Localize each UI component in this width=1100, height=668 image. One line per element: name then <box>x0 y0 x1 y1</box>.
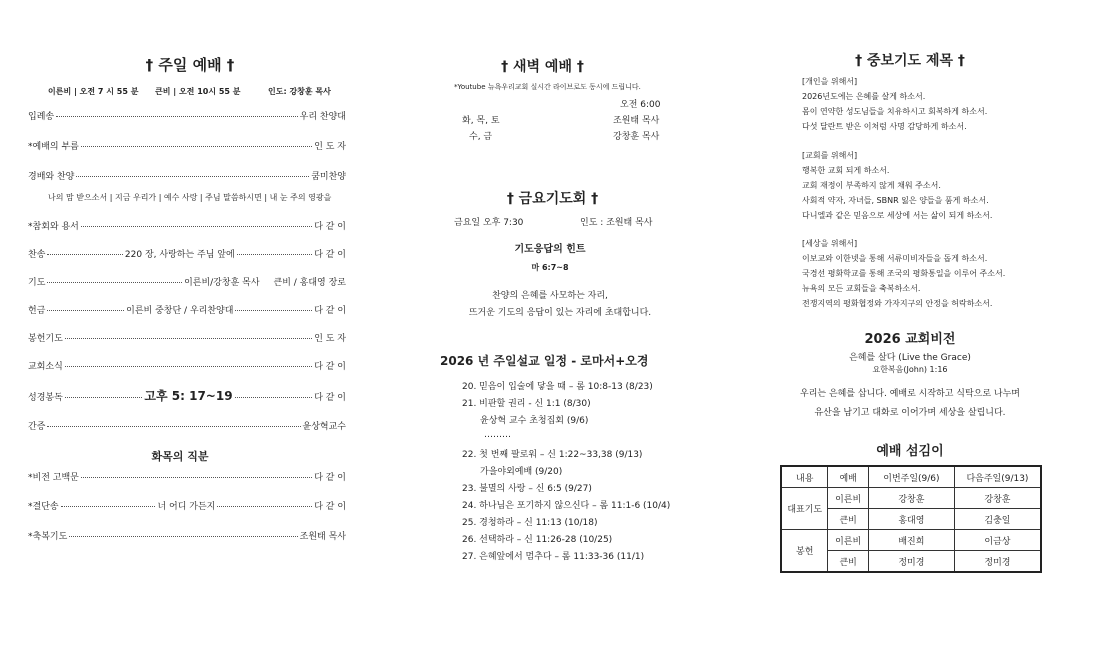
order-item: *축복기도 조원태 목사 <box>28 532 346 542</box>
prayer-line: 뉴욕의 모든 교회들을 축복하소서. <box>802 284 921 293</box>
table-header: 이번주일(9/6) <box>868 466 954 488</box>
prayer-topics-title: † 중보기도 제목 † <box>855 53 965 69</box>
order-item: 경배와 찬양 쿰미찬양 <box>28 172 346 182</box>
sermon-item: 24. 하나님은 포기하지 않으신다 – 롬 11:1-6 (10/4) <box>462 501 671 511</box>
sermon-item: 25. 경청하라 – 신 11:13 (10/18) <box>462 518 598 528</box>
table-cell: 배진희 <box>868 530 954 551</box>
dawn-days: 수, 금 <box>469 132 493 142</box>
sermon-schedule-title: 2026 년 주일설교 일정 - 로마서+오경 <box>440 354 649 368</box>
table-header: 다음주일(9/13) <box>954 466 1041 488</box>
first-service-time: 이른비 | 오전 7 시 55 분 <box>48 87 139 96</box>
hint-title: 기도응답의 힌트 <box>514 244 586 255</box>
order-item: 기도 이른비/강창훈 목사 큰비 / 홍대영 장로 <box>28 278 346 288</box>
sunday-service-title: † 주일 예배 † <box>145 56 235 74</box>
friday-leader: 인도 : 조원태 목사 <box>580 218 653 228</box>
table-cell: 정미경 <box>868 551 954 573</box>
hint-text: 뜨거운 기도의 응답이 있는 자리에 초대합니다. <box>468 308 652 318</box>
friday-time: 금요일 오후 7:30 <box>454 218 524 228</box>
dawn-note: *Youtube 뉴욕우리교회 실시간 라이브로도 동시에 드립니다. <box>454 83 641 91</box>
prayer-group-header: [개인을 위해서] <box>802 77 858 86</box>
vision-text: 유산을 남기고 대화로 이어가며 세상을 살립니다. <box>814 408 1006 418</box>
table-cell: 정미경 <box>954 551 1041 573</box>
dawn-time: 오전 6:00 <box>620 100 661 110</box>
order-item: *결단송 너 어디 가든지 다 같 이 <box>28 502 347 512</box>
table-cell: 강창훈 <box>954 488 1041 509</box>
prayer-line: 전쟁지역의 평화협정와 가자지구의 안정을 허락하소서. <box>802 299 993 308</box>
section-subtitle: 화목의 직분 <box>151 450 209 463</box>
order-item: 성경봉독 고후 5: 17~19 다 같 이 <box>28 389 346 403</box>
prayer-line: 다섯 달란트 받은 이처럼 사명 감당하게 하소서. <box>802 122 967 131</box>
sermon-item: ……… <box>484 430 511 440</box>
vision-title: 2026 교회비전 <box>864 332 956 347</box>
hint-reference: 마 6:7~8 <box>531 263 569 272</box>
table-row <box>781 488 1041 509</box>
table-header: 예배 <box>828 466 869 488</box>
table-cell: 이금상 <box>954 530 1041 551</box>
order-item: *참회와 용서 다 같 이 <box>28 222 346 232</box>
dawn-days: 화, 목, 토 <box>462 116 500 126</box>
sermon-item: 윤상혁 교수 초청집회 (9/6) <box>480 416 589 426</box>
prayer-line: 이보교와 이한넷을 통해 서류미비자들을 돕게 하소서. <box>802 254 988 263</box>
sermon-item: 23. 불멸의 사랑 – 신 6:5 (9/27) <box>462 484 592 494</box>
sermon-item: 22. 첫 번째 팔로워 – 신 1:22~33,38 (9/13) <box>462 450 643 460</box>
table-cell: 대표기도 <box>781 488 828 530</box>
order-item: 간증 윤상혁교수 <box>28 422 346 432</box>
prayer-line: 몸이 연약한 성도님들을 치유하시고 회복하게 하소서. <box>802 107 988 116</box>
table-header: 내용 <box>781 466 828 488</box>
order-item: *예배의 부름 인 도 자 <box>28 142 346 152</box>
dawn-leader: 강창훈 목사 <box>613 132 660 142</box>
sermon-item: 20. 믿음이 입술에 닿을 때 – 롬 10:8-13 (8/23) <box>462 382 653 392</box>
service-helpers-table <box>780 465 1042 573</box>
prayer-line: 다니엘과 같은 믿음으로 세상에 서는 삶이 되게 하소서. <box>802 211 993 220</box>
table-cell: 큰비 <box>828 509 869 530</box>
prayer-group-header: [세상을 위해서] <box>802 239 858 248</box>
table-cell: 이른비 <box>828 530 869 551</box>
prayer-line: 교회 재정이 부족하지 않게 채워 주소서. <box>802 181 941 190</box>
sermon-item: 27. 은혜앞에서 멈추다 – 롬 11:33-36 (11/1) <box>462 552 645 562</box>
table-row <box>781 530 1041 551</box>
vision-text: 우리는 은혜를 삽니다. 예배로 시작하고 식탁으로 나누며 <box>800 389 1020 399</box>
vision-reference: 요한복음(John) 1:16 <box>872 365 948 374</box>
order-item: 찬송 220 장, 사랑하는 주님 앞에 다 같 이 <box>28 250 346 260</box>
sermon-item: 21. 비판할 권리 - 신 1:1 (8/30) <box>462 399 591 409</box>
sermon-item: 26. 선택하라 – 신 11:26-28 (10/25) <box>462 535 613 545</box>
order-item: 헌금 이른비 중창단 / 우리찬양대 다 같 이 <box>28 306 347 316</box>
service-leader: 인도: 강창훈 목사 <box>268 87 331 96</box>
friday-prayer-title: † 금요기도회 † <box>506 191 599 207</box>
prayer-line: 행복한 교회 되게 하소서. <box>802 166 890 175</box>
table-cell: 김충일 <box>954 509 1041 530</box>
dawn-leader: 조원태 목사 <box>613 116 660 126</box>
order-item: 교회소식 다 같 이 <box>28 362 346 372</box>
table-cell: 강창훈 <box>868 488 954 509</box>
hint-text: 찬양의 은혜를 사모하는 자리, <box>492 291 608 301</box>
table-cell: 봉헌 <box>781 530 828 573</box>
vision-subtitle: 은혜를 살다 (Live the Grace) <box>849 353 971 363</box>
table-cell: 홍대영 <box>868 509 954 530</box>
prayer-line: 사회적 약자, 자녀들, SBNR 잃은 양들을 품게 하소서. <box>802 196 989 205</box>
sermon-item: 가을야외예배 (9/20) <box>480 467 563 477</box>
table-header-row <box>781 466 1041 488</box>
prayer-line: 국경선 평화학교를 통해 조국의 평화통일을 이루어 주소서. <box>802 269 1006 278</box>
order-item: *비전 고백문 다 같 이 <box>28 473 346 483</box>
table-cell: 큰비 <box>828 551 869 573</box>
prayer-line: 2026년도에는 은혜를 살게 하소서. <box>802 92 926 101</box>
prayer-group-header: [교회를 위해서] <box>802 151 858 160</box>
service-helpers-title: 예배 섬김이 <box>876 444 944 459</box>
order-item: 봉헌기도 인 도 자 <box>28 334 346 344</box>
dawn-service-title: † 새벽 예배 † <box>501 59 584 75</box>
second-service-time: 큰비 | 오전 10시 55 분 <box>155 87 241 96</box>
praise-song-list: 나의 맘 받으소서 | 지금 우리가 | 예수 사랑 | 주님 말씀하시면 | 내 눈 주의 영광을 <box>48 193 332 202</box>
table-cell: 이른비 <box>828 488 869 509</box>
order-item: 입례송 우리 찬양대 <box>28 112 346 122</box>
